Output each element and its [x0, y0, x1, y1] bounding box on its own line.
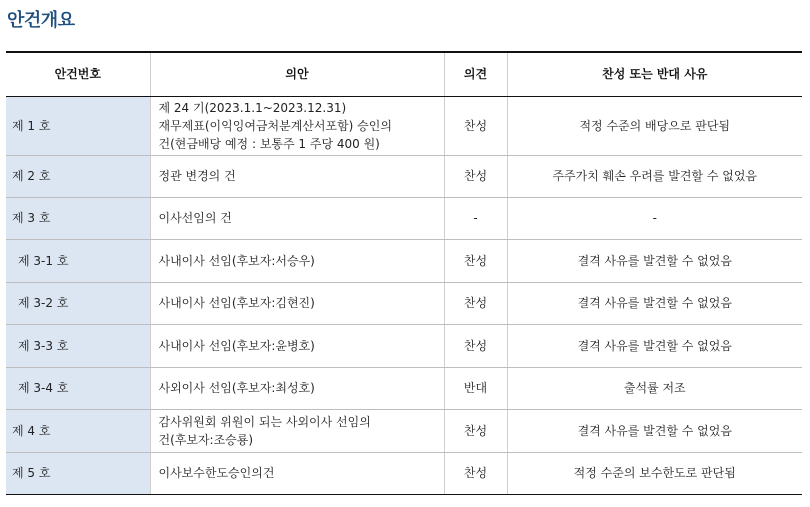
agenda-description	[150, 239, 444, 282]
agenda-number: 제 1 호	[6, 96, 150, 155]
header-reason: 찬성 또는 반대 사유	[507, 52, 802, 96]
reason-cell: 결격 사유를 발견할 수 없었음	[507, 409, 802, 452]
reason-cell: 출석률 저조	[507, 367, 802, 409]
table-row	[6, 239, 802, 282]
table-header-row	[6, 52, 802, 96]
table-row	[6, 452, 802, 494]
agenda-number: 제 3 호	[6, 197, 150, 239]
opinion-cell: 찬성	[444, 282, 507, 324]
reason-cell: 결격 사유를 발견할 수 없었음	[507, 324, 802, 367]
agenda-description	[150, 96, 444, 155]
table-row	[6, 409, 802, 452]
agenda-number: 제 4 호	[6, 409, 150, 452]
agenda-line: 사외이사 선임(후보자:최성호)	[158, 381, 315, 395]
agenda-description	[150, 452, 444, 494]
agenda-line: 사내이사 선임(후보자:김현진)	[158, 296, 315, 310]
agenda-line: 제 24 기(2023.1.1~2023.12.31)	[158, 100, 347, 115]
agenda-number: 제 2 호	[6, 155, 150, 197]
reason-cell: 주주가치 훼손 우려를 발견할 수 없었음	[507, 155, 802, 197]
page-title: 안건개요	[7, 10, 75, 31]
agenda-number: 제 3-4 호	[6, 367, 150, 409]
table-row	[6, 324, 802, 367]
reason-cell: -	[507, 197, 802, 239]
table-row	[6, 282, 802, 324]
agenda-number: 제 3-1 호	[6, 239, 150, 282]
reason-cell: 적정 수준의 배당으로 판단됨	[507, 96, 802, 155]
table-row	[6, 155, 802, 197]
table-row	[6, 96, 802, 155]
opinion-cell: 찬성	[444, 155, 507, 197]
agenda-number: 제 3-2 호	[6, 282, 150, 324]
opinion-cell: -	[444, 197, 507, 239]
agenda-line: 이사선임의 건	[158, 211, 232, 225]
agenda-line: 재무제표(이익잉여금처분계산서포함) 승인의	[158, 118, 392, 133]
agenda-description	[150, 367, 444, 409]
agenda-line: 감사위원회 위원이 되는 사외이사 선임의	[158, 414, 371, 429]
agenda-line: 건(현금배당 예정 : 보통주 1 주당 400 원)	[158, 136, 380, 151]
agenda-table	[6, 51, 802, 495]
agenda-description	[150, 324, 444, 367]
table-row	[6, 367, 802, 409]
header-number: 안건번호	[6, 52, 150, 96]
agenda-line: 건(후보자:조승룡)	[158, 432, 254, 447]
agenda-description	[150, 282, 444, 324]
agenda-line: 사내이사 선임(후보자:윤병호)	[158, 338, 315, 353]
reason-cell: 적정 수준의 보수한도로 판단됨	[507, 452, 802, 494]
reason-cell: 결격 사유를 발견할 수 없었음	[507, 282, 802, 324]
header-agenda: 의안	[150, 52, 444, 96]
agenda-number: 제 3-3 호	[6, 324, 150, 367]
agenda-line: 사내이사 선임(후보자:서승우)	[158, 253, 315, 268]
opinion-cell: 찬성	[444, 239, 507, 282]
agenda-description	[150, 197, 444, 239]
opinion-cell: 찬성	[444, 452, 507, 494]
opinion-cell: 찬성	[444, 409, 507, 452]
table-row	[6, 197, 802, 239]
opinion-cell: 찬성	[444, 96, 507, 155]
agenda-number: 제 5 호	[6, 452, 150, 494]
agenda-line: 정관 변경의 건	[158, 169, 236, 183]
header-opinion: 의견	[444, 52, 507, 96]
agenda-line: 이사보수한도승인의건	[158, 466, 275, 480]
opinion-cell: 반대	[444, 367, 507, 409]
reason-cell: 결격 사유를 발견할 수 없었음	[507, 239, 802, 282]
opinion-cell: 찬성	[444, 324, 507, 367]
agenda-description	[150, 155, 444, 197]
agenda-description	[150, 409, 444, 452]
